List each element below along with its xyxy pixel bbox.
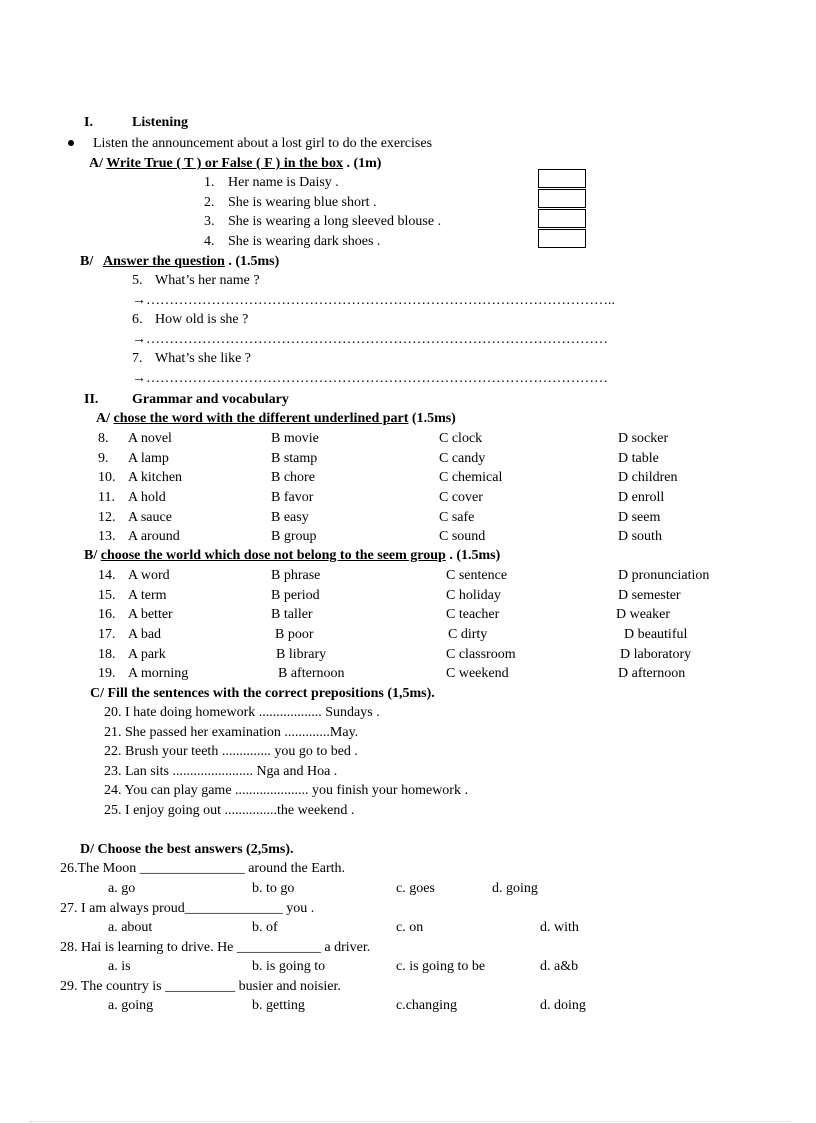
option-a[interactable]: A around: [128, 529, 180, 544]
listening-instruction: Listen the announcement about a lost girl to do the exercises: [93, 136, 433, 151]
option-d[interactable]: D seem: [618, 510, 661, 525]
part-2c-heading: C/ Fill the sentences with the correct prepositions (1,5ms).: [90, 686, 435, 701]
option-b[interactable]: B afternoon: [278, 666, 345, 681]
question-text: How old is she ?: [155, 312, 249, 327]
part-1b-points: . (1.5ms): [224, 254, 280, 269]
option-b[interactable]: B movie: [271, 431, 319, 446]
part-1a-label: A/: [89, 156, 103, 171]
option-c[interactable]: C weekend: [446, 666, 509, 681]
option-d[interactable]: D laboratory: [620, 647, 692, 662]
row-number: 18.: [98, 647, 116, 662]
mc-option-c[interactable]: c. is going to be: [396, 959, 486, 974]
mc-option-d[interactable]: d. with: [540, 920, 579, 935]
section-2-title: Grammar and vocabulary: [132, 392, 289, 407]
tf-answer-box[interactable]: [538, 209, 586, 228]
fill-sentence[interactable]: 23. Lan sits ....................... Nga and Hoa .: [104, 764, 338, 779]
bullet-icon: [68, 140, 74, 146]
option-c[interactable]: C safe: [439, 510, 475, 525]
part-2d-heading: D/ Choose the best answers (2,5ms).: [80, 842, 294, 857]
fill-sentence[interactable]: 22. Brush your teeth .............. you go to bed .: [104, 744, 358, 759]
mc-option-d[interactable]: d. a&b: [540, 959, 579, 974]
option-b[interactable]: B group: [271, 529, 317, 544]
tf-item-number: 4.: [204, 234, 215, 249]
part-2a-title: chose the word with the different underlined part: [113, 411, 409, 426]
row-number: 13.: [98, 529, 116, 544]
option-a[interactable]: A lamp: [128, 451, 169, 466]
option-a[interactable]: A novel: [128, 431, 172, 446]
part-2a-label: A/: [96, 411, 110, 426]
part-1a-heading: [89, 156, 381, 172]
mc-question: 29. The country is __________ busier and noisier.: [60, 979, 341, 994]
row-number: 15.: [98, 588, 116, 603]
tf-item-text: She is wearing a long sleeved blouse .: [228, 214, 442, 229]
option-d[interactable]: D table: [618, 451, 659, 466]
option-d[interactable]: D south: [618, 529, 662, 544]
option-c[interactable]: C sound: [439, 529, 486, 544]
tf-item-number: 2.: [204, 195, 215, 210]
mc-option-a[interactable]: a. go: [108, 881, 136, 896]
option-b[interactable]: B library: [276, 647, 327, 662]
option-b[interactable]: B favor: [271, 490, 314, 505]
row-number: 16.: [98, 607, 116, 622]
question-text: What’s she like ?: [155, 351, 252, 366]
row-number: 10.: [98, 470, 116, 485]
mc-option-b[interactable]: b. getting: [252, 998, 305, 1013]
option-c[interactable]: C cover: [439, 490, 483, 505]
part-2a-points: (1.5ms): [408, 411, 456, 426]
question-text: What’s her name ?: [155, 273, 260, 288]
mc-option-c[interactable]: c. on: [396, 920, 424, 935]
option-c[interactable]: C candy: [439, 451, 486, 466]
section-1-number: I.: [84, 115, 93, 130]
question-number: 7.: [132, 351, 143, 366]
option-a[interactable]: A park: [128, 647, 166, 662]
option-b[interactable]: B chore: [271, 470, 315, 485]
row-number: 11.: [98, 490, 115, 505]
page-footer-divider: [30, 1121, 790, 1122]
tf-item-text: She is wearing blue short .: [228, 195, 377, 210]
option-a[interactable]: A hold: [128, 490, 166, 505]
option-d[interactable]: D weaker: [616, 607, 671, 622]
mc-option-b[interactable]: b. of: [252, 920, 278, 935]
mc-option-a[interactable]: a. about: [108, 920, 153, 935]
mc-question: 28. Hai is learning to drive. He ____________ a driver.: [60, 940, 371, 955]
option-b[interactable]: B phrase: [271, 568, 321, 583]
option-a[interactable]: A sauce: [128, 510, 172, 525]
part-2b-points: . (1.5ms): [445, 548, 501, 563]
answer-line[interactable]: →………………………………………………………………………………………: [132, 332, 608, 347]
mc-option-b[interactable]: b. is going to: [252, 959, 326, 974]
part-2b-heading: [84, 548, 500, 564]
option-c[interactable]: C holiday: [446, 588, 501, 603]
option-a[interactable]: A morning: [128, 666, 189, 681]
fill-sentence[interactable]: 25. I enjoy going out ...............the weekend .: [104, 803, 355, 818]
part-1b-title: Answer the question: [102, 254, 225, 269]
row-number: 9.: [98, 451, 109, 466]
option-b[interactable]: B easy: [271, 510, 309, 525]
row-number: 8.: [98, 431, 109, 446]
mc-option-a[interactable]: a. going: [108, 998, 154, 1013]
tf-item-number: 3.: [204, 214, 215, 229]
option-a[interactable]: A bad: [128, 627, 162, 642]
tf-answer-box[interactable]: [538, 169, 586, 188]
option-c[interactable]: C chemical: [439, 470, 503, 485]
option-c[interactable]: C dirty: [448, 627, 488, 642]
option-d[interactable]: D beautiful: [624, 627, 688, 642]
option-b[interactable]: B period: [271, 588, 320, 603]
row-number: 19.: [98, 666, 116, 681]
tf-item-text: Her name is Daisy .: [228, 175, 339, 190]
part-1a-points: . (1m): [342, 156, 382, 171]
part-1b-heading: [80, 254, 279, 270]
fill-sentence[interactable]: 20. I hate doing homework .................. Sundays .: [104, 705, 380, 720]
part-2b-label: B/: [84, 548, 98, 563]
mc-option-a[interactable]: a. is: [108, 959, 131, 974]
section-2-number: II.: [84, 392, 99, 407]
option-d[interactable]: D enroll: [618, 490, 665, 505]
mc-option-d[interactable]: d. going: [492, 881, 538, 896]
part-2b-title: choose the world which dose not belong to the seem group: [100, 548, 446, 563]
answer-line[interactable]: →………………………………………………………………………………………..: [132, 293, 615, 308]
section-1-title: Listening: [132, 115, 189, 130]
option-a[interactable]: A word: [128, 568, 170, 583]
option-d[interactable]: D children: [618, 470, 678, 485]
question-number: 6.: [132, 312, 143, 327]
part-1b-label: B/: [80, 254, 94, 269]
option-b[interactable]: B stamp: [271, 451, 318, 466]
mc-question: 27. I am always proud______________ you .: [60, 901, 315, 916]
tf-answer-box[interactable]: [538, 229, 586, 248]
option-d[interactable]: D socker: [618, 431, 669, 446]
mc-option-c[interactable]: c.changing: [396, 998, 458, 1013]
row-number: 17.: [98, 627, 116, 642]
answer-line[interactable]: →………………………………………………………………………………………: [132, 371, 608, 386]
question-number: 5.: [132, 273, 143, 288]
fill-sentence[interactable]: 24. You can play game ..................... you finish your homework .: [104, 783, 468, 798]
option-c[interactable]: C sentence: [446, 568, 508, 583]
fill-sentence[interactable]: 21. She passed her examination .............May.: [104, 725, 359, 740]
mc-option-d[interactable]: d. doing: [540, 998, 586, 1013]
option-a[interactable]: A term: [128, 588, 167, 603]
option-a[interactable]: A better: [128, 607, 173, 622]
option-c[interactable]: C clock: [439, 431, 483, 446]
part-1a-title: Write True ( T ) or False ( F ) in the box: [106, 156, 343, 171]
mc-option-c[interactable]: c. goes: [396, 881, 435, 896]
part-2a-heading: [96, 411, 456, 427]
row-number: 12.: [98, 510, 116, 525]
option-d[interactable]: D pronunciation: [618, 568, 710, 583]
option-b[interactable]: B poor: [275, 627, 314, 642]
option-d[interactable]: D semester: [618, 588, 681, 603]
option-b[interactable]: B taller: [271, 607, 313, 622]
tf-item-number: 1.: [204, 175, 215, 190]
tf-item-text: She is wearing dark shoes .: [228, 234, 381, 249]
row-number: 14.: [98, 568, 116, 583]
mc-option-b[interactable]: b. to go: [252, 881, 295, 896]
mc-question: 26.The Moon _______________ around the Earth.: [60, 861, 346, 876]
option-d[interactable]: D afternoon: [618, 666, 686, 681]
tf-answer-box[interactable]: [538, 189, 586, 208]
option-a[interactable]: A kitchen: [128, 470, 183, 485]
option-c[interactable]: C teacher: [446, 607, 500, 622]
option-c[interactable]: C classroom: [446, 647, 516, 662]
